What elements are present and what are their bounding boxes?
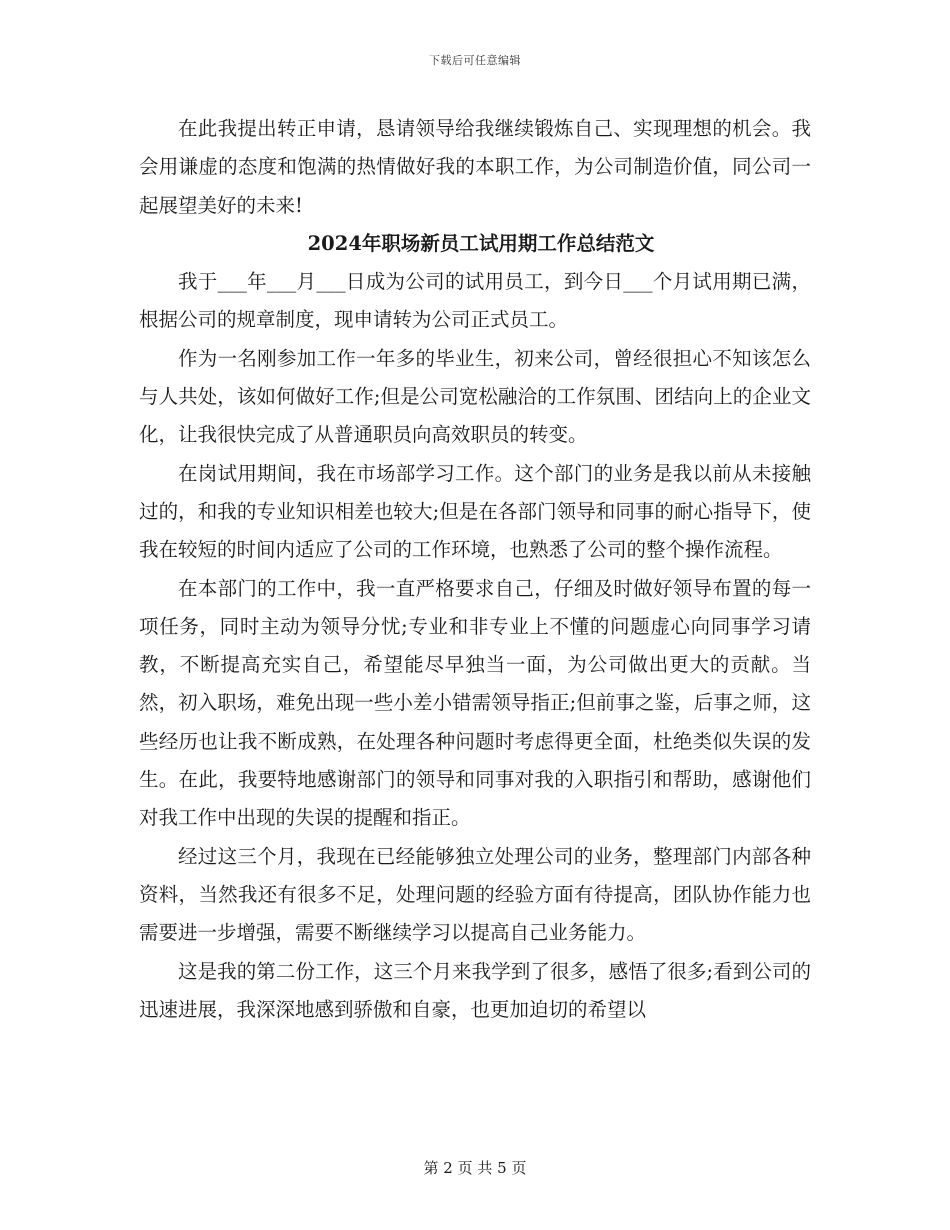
intro-paragraph: 在此我提出转正申请，恳请领导给我继续锻炼自己、实现理想的机会。我会用谦虚的态度和饱满的热情做好我的本职工作，为公司制造价值，同公司一起展望美好的未来! xyxy=(139,117,811,217)
paragraph-5: 经过这三个月，我现在已经能够独立处理公司的业务，整理部门内部各种资料，当然我还有很多不足，处理问题的经验方面有待提高，团队协作能力也需要进一步增强，需要不断继续学习以提高自己业务能力。 xyxy=(139,844,811,945)
paragraph-1: 我于___年___月___日成为公司的试用员工，到今日___个月试用期已满，根据公司的规章制度，现申请转为公司正式员工。 xyxy=(139,270,811,332)
page-header-note: 下载后可任意编辑 xyxy=(429,54,521,67)
paragraph-2: 作为一名刚参加工作一年多的毕业生，初来公司，曾经很担心不知该怎么与人共处，该如何做好工作;但是公司宽松融洽的工作氛围、团结向上的企业文化，让我很快完成了从普通职员向高效职员的转变。 xyxy=(139,346,811,447)
paragraph-4: 在本部门的工作中，我一直严格要求自己，仔细及时做好领导布置的每一项任务，同时主动为领导分忧;专业和非专业上不懂的问题虚心向同事学习请教，不断提高充实自己，希望能尽早独当一面，为公司做出更大的贡献。当然，初入职场，难免出现一些小差小错需领导指正;但前事之鉴，后事之师，这些经历也让我不断成熟，在处理各种问题时考虑得更全面，杜绝类似失误的发生。在此，我要特地感谢部门的领导和同事对我的入职指引和帮助，感谢他们对我工作中出现的失误的提醒和指正。 xyxy=(139,576,811,830)
page-footer-number: 第 2 页 共 5 页 xyxy=(423,1159,527,1177)
paragraph-6: 这是我的第二份工作，这三个月来我学到了很多，感悟了很多;看到公司的迅速进展，我深深地感到骄傲和自豪，也更加迫切的希望以 xyxy=(139,959,811,1021)
paragraph-3: 在岗试用期间，我在市场部学习工作。这个部门的业务是我以前从未接触过的，和我的专业知识相差也较大;但是在各部门领导和同事的耐心指导下，使我在较短的时间内适应了公司的工作环境，也熟悉了公司的整个操作流程。 xyxy=(139,461,811,562)
document-title: 2024年职场新员工试用期工作总结范文 xyxy=(307,231,655,255)
document-body xyxy=(139,110,811,1029)
